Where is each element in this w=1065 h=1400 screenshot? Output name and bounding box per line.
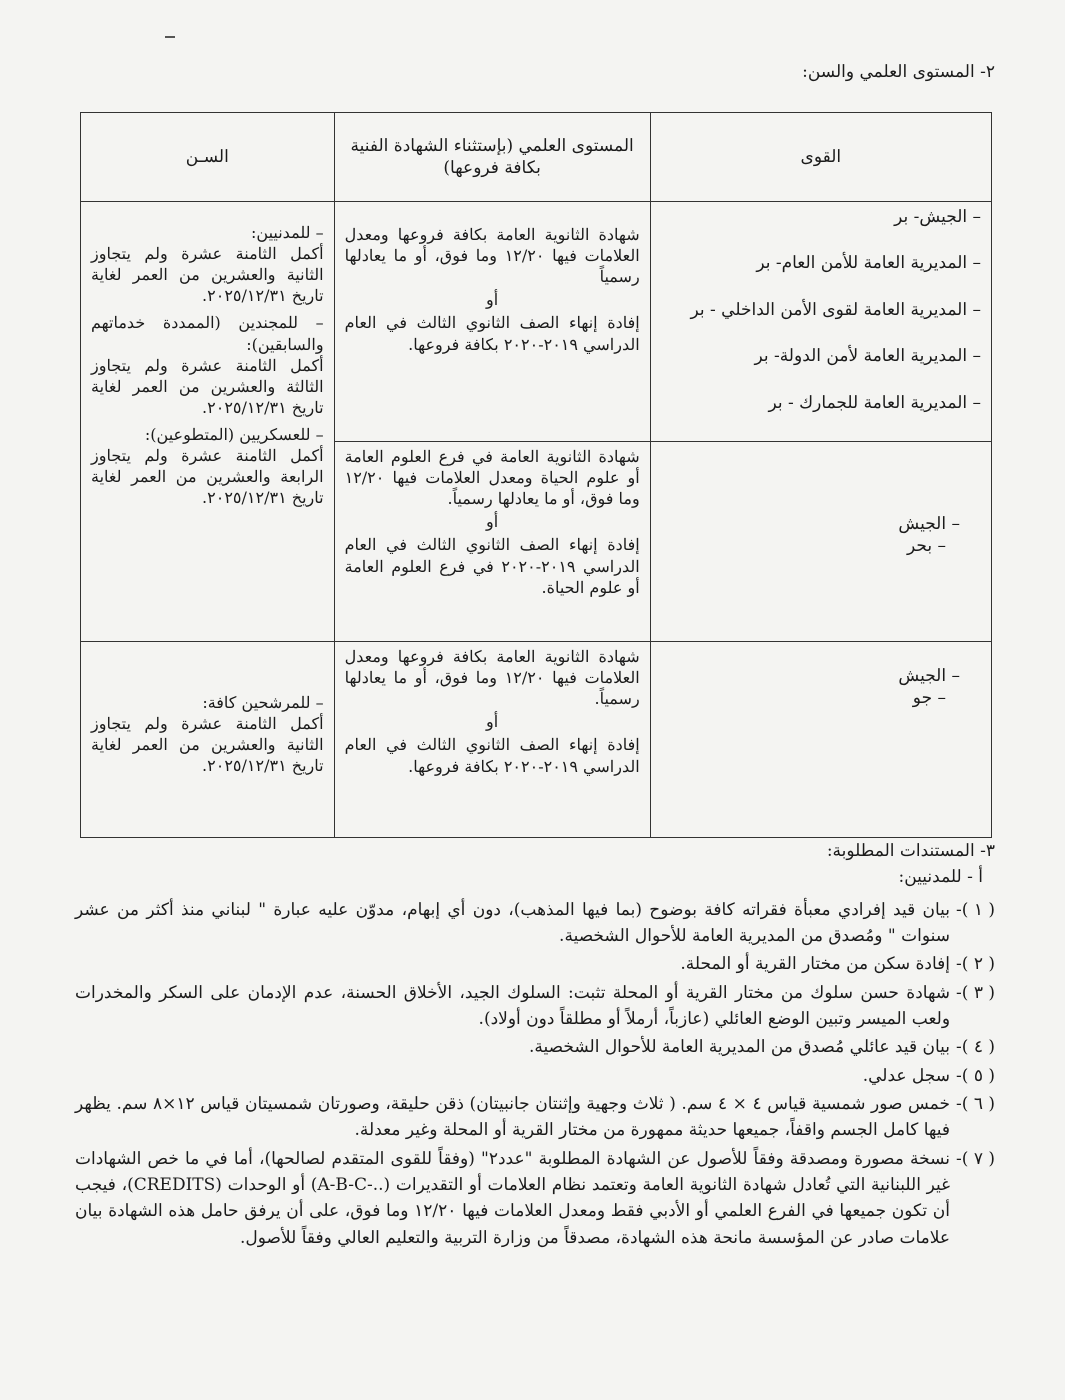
education-cell-sea xyxy=(334,442,650,642)
item-number: ( ٢ )- xyxy=(956,954,995,975)
age-cell-land-sea xyxy=(81,202,335,642)
scan-mark xyxy=(165,36,175,38)
list-item: – المديرية العامة لقوى الأمن الداخلي - بر xyxy=(690,299,981,320)
age-volunteers-label: – للعسكريين (المتطوعين): xyxy=(144,424,324,444)
item-number: ( ١ )- xyxy=(956,899,995,920)
header-education: المستوى العلمي (بإستثناء الشهادة الفنية بكافة فروعها) xyxy=(334,113,650,202)
item-number: ( ٣ )- xyxy=(956,982,995,1003)
age-all-label: – للمرشحين كافة: xyxy=(202,693,324,712)
age-volunteers xyxy=(91,424,324,508)
age-volunteers-text: أكمل الثامنة عشرة ولم يتجاوز الرابعة والعشرين من العمر لغاية تاريخ ٢٠٢٥/١٢/٣١. xyxy=(91,446,324,508)
education-cell-air xyxy=(334,642,650,838)
force-army-sea xyxy=(652,443,990,558)
force-army-air xyxy=(652,643,990,710)
age-all-candidates xyxy=(91,692,324,776)
header-force: القوى xyxy=(650,113,991,202)
table-header-row xyxy=(81,113,992,202)
forces-cell-land xyxy=(650,202,991,442)
list-item: – المديرية العامة لأمن الدولة- بر xyxy=(754,346,981,367)
item-text: نسخة مصورة ومصدقة وفقاً للأصول عن الشهادة المطلوبة "عدد٢" (وفقاً للقوى المتقدم لصالحها)، أما في ما خص الشهادات غير اللبنانية التي تُعادل شهادة الثانوية العامة وتعتمد نظام العلامات أو التقديرات (..-A-B-C) أو الوحدات (CREDITS)، فيجب أن تكون جميعها في الفرع العلمي أو الأدبي فقط ومعدل العلامات فيها ١٢/٢٠ وما فوق، على أن يرفق حامل هذه الشهادة بيان علامات صادر عن المؤسسة مانحة هذه الشهادة، مصدقاً من وزارة التربية والتعليم العالي وفقاً للأصول. xyxy=(75,1148,951,1248)
item-number: ( ٦ )- xyxy=(956,1094,995,1115)
age-all-text: أكمل الثامنة عشرة ولم يتجاوز الثانية والعشرين من العمر لغاية تاريخ ٢٠٢٥/١٢/٣١. xyxy=(91,714,324,776)
age-conscripts-text: أكمل الثامنة عشرة ولم يتجاوز الثالثة والعشرين من العمر لغاية تاريخ ٢٠٢٥/١٢/٣١. xyxy=(91,355,324,417)
item-number: ( ٧ )- xyxy=(956,1148,995,1169)
item-text: بيان قيد عائلي مُصدق من المديرية العامة للأحوال الشخصية. xyxy=(528,1037,951,1058)
list-item: – المديرية العامة للأمن العام- بر xyxy=(756,253,981,274)
list-item xyxy=(75,1146,995,1251)
forces-list xyxy=(661,206,981,414)
list-item: – الجيش- بر xyxy=(894,207,981,227)
list-item: – المديرية العامة للجمارك - بر xyxy=(768,392,981,413)
list-item xyxy=(75,1034,995,1060)
required-documents xyxy=(75,838,995,1253)
age-civilians xyxy=(91,222,324,306)
education-option-2: إفادة إنهاء الصف الثانوي الثالث في العام الدراسي ٢٠١٩-٢٠٢٠ بكافة فروعها. xyxy=(344,313,640,354)
list-item xyxy=(75,1063,995,1089)
forces-cell-air xyxy=(650,642,991,838)
or-separator: أو xyxy=(486,290,499,310)
table-row xyxy=(81,642,992,838)
requirements-table xyxy=(80,112,992,838)
table-row xyxy=(81,202,992,442)
section-title: ٢- المستوى العلمي والسن: xyxy=(802,62,995,82)
list-item xyxy=(75,980,995,1033)
item-text: سجل عدلي. xyxy=(862,1065,951,1086)
list-item xyxy=(75,897,995,950)
age-cell-air xyxy=(81,642,335,838)
item-text: إفادة سكن من مختار القرية أو المحلة. xyxy=(680,954,951,975)
documents-title: ٣- المستندات المطلوبة: xyxy=(826,841,995,861)
force-line: – بحر xyxy=(907,536,946,557)
education-option-2: إفادة إنهاء الصف الثانوي الثالث في العام الدراسي ٢٠١٩-٢٠٢٠ بكافة فروعها. xyxy=(344,735,640,776)
age-civilians-text: أكمل الثامنة عشرة ولم يتجاوز الثانية والعشرين من العمر لغاية تاريخ ٢٠٢٥/١٢/٣١. xyxy=(91,244,324,306)
education-cell-land xyxy=(334,202,650,442)
documents-subtitle: أ - للمدنيين: xyxy=(898,867,983,888)
item-number: ( ٥ )- xyxy=(956,1065,995,1086)
or-separator: أو xyxy=(486,712,499,732)
force-line: – جو xyxy=(912,688,946,709)
item-text: شهادة حسن سلوك من مختار القرية أو المحلة تثبت: السلوك الجيد، الأخلاق الحسنة، عدم الإدمان على السكر والمخدرات ولعب الميسر وتبين الوضع العائلي (عازباً، أرملاً أو مطلقاً دون أولاد). xyxy=(75,982,951,1030)
education-option-1: شهادة الثانوية العامة بكافة فروعها ومعدل العلامات فيها ١٢/٢٠ وما فوق، أو ما يعادلها رسمياً. xyxy=(344,647,640,709)
age-conscripts-label: – للمجندين (الممددة خدماتهم والسابقين): xyxy=(91,313,324,354)
force-line: – الجيش xyxy=(898,514,960,534)
item-text: خمس صور شمسية قياس ٤ × ٤ سم. ( ثلاث وجهية وإثنتان جانبيتان) ذقن حليقة، وصورتان شمسيتان قياس ١٢×٨ سم. يظهر فيها كامل الجسم واقفاً، جميعها حديثة ممهورة من مختار القرية أو المحلة وغير معدلة. xyxy=(75,1094,951,1141)
education-option-1: شهادة الثانوية العامة في فرع العلوم العامة أو علوم الحياة ومعدل العلامات فيها ١٢/٢٠ وما فوق، أو ما يعادلها رسمياً. xyxy=(344,447,640,509)
forces-cell-sea xyxy=(650,442,991,642)
header-age: السـن xyxy=(81,113,335,202)
force-line: – الجيش xyxy=(898,666,960,686)
education-option-1: شهادة الثانوية العامة بكافة فروعها ومعدل العلامات فيها ١٢/٢٠ وما فوق، أو ما يعادلها رسمياً xyxy=(344,225,640,287)
age-civilians-label: – للمدنيين: xyxy=(251,223,324,242)
or-separator: أو xyxy=(486,512,499,532)
item-text: بيان قيد إفرادي معبأة فقراته كافة بوضوح (بما فيها المذهب)، دون أي إبهام، مدوّن عليه عبارة " لبناني منذ أكثر من عشر سنوات " ومُصدق من المديرية العامة للأحوال الشخصية. xyxy=(75,899,951,947)
age-conscripts xyxy=(91,312,324,418)
education-option-2: إفادة إنهاء الصف الثانوي الثالث في العام الدراسي ٢٠١٩-٢٠٢٠ في فرع العلوم العامة أو علوم الحياة. xyxy=(344,535,640,597)
item-number: ( ٤ )- xyxy=(956,1037,995,1058)
list-item xyxy=(75,951,995,977)
list-item xyxy=(75,1091,995,1144)
